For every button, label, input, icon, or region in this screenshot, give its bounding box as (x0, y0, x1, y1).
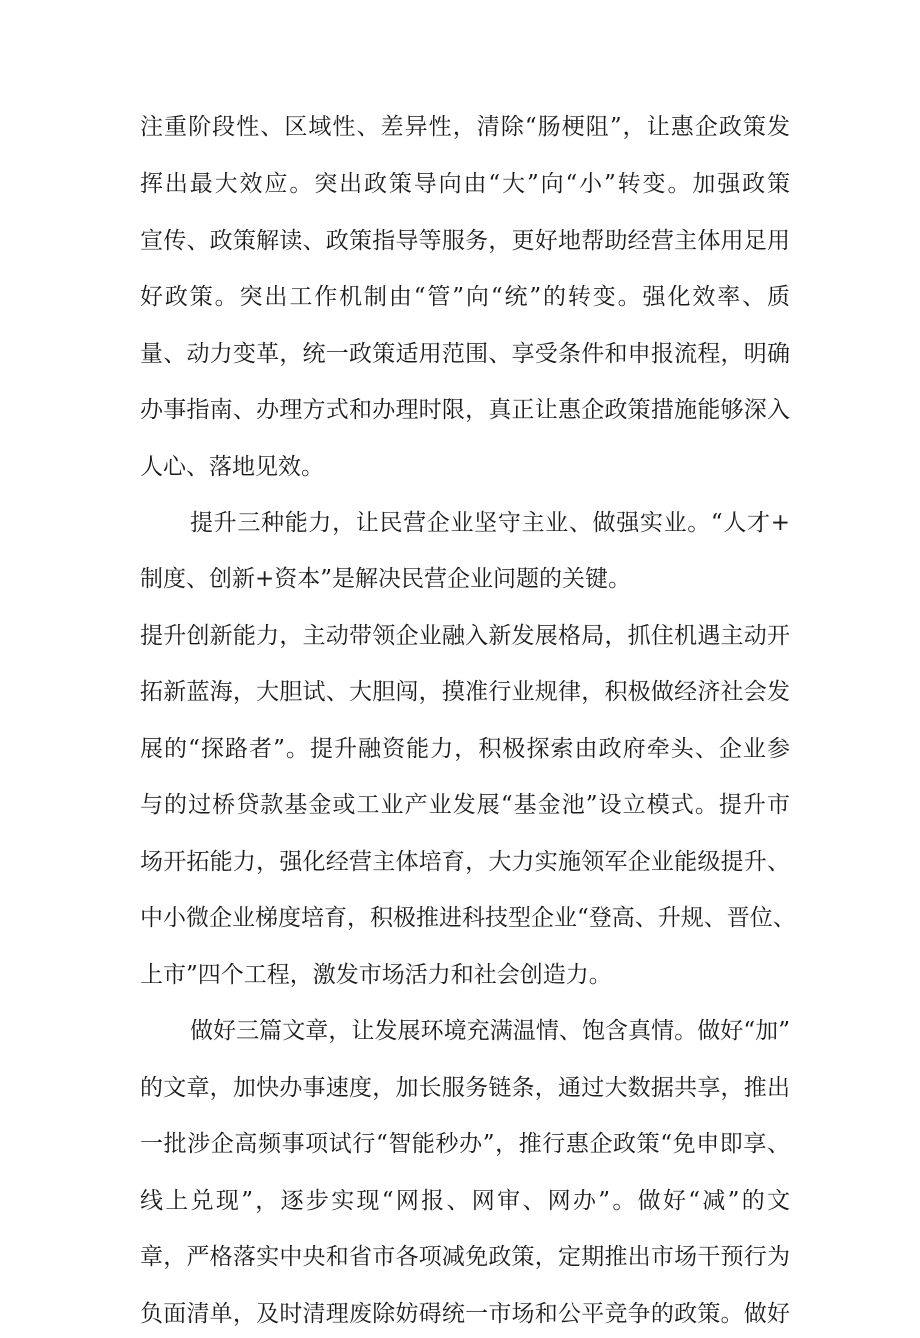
text-line: 章，严格落实中央和省市各项减免政策，定期推出市场干预行为 (140, 1244, 790, 1270)
text-line: 中小微企业梯度培育，积极推进科技型企业“登高、升规、晋位、 (140, 905, 796, 931)
text-line: 注重阶段性、区域性、差异性，清除“肠梗阻”，让惠企政策发 (140, 114, 790, 140)
text-line: 的文章，加快办事速度，加长服务链条，通过大数据共享，推出 (140, 1075, 790, 1101)
text-line: 拓新蓝海，大胆试、大胆闯，摸准行业规律，积极做经济社会发 (140, 679, 790, 705)
text-line: 挥出最大效应。突出政策导向由“大”向“小”转变。加强政策 (140, 171, 790, 197)
text-line: 一批涉企高频事项试行“智能秒办”，推行惠企政策“免申即享、 (140, 1131, 790, 1157)
text-line: 上市”四个工程，激发市场活力和社会创造力。 (140, 962, 612, 988)
text-line: 线上兑现”，逐步实现“网报、网审、网办”。做好“减”的文 (140, 1188, 790, 1214)
text-line: 与的过桥贷款基金或工业产业发展“基金池”设立模式。提升市 (140, 792, 790, 818)
text-line: 人心、落地见效。 (140, 454, 324, 480)
text-line: 办事指南、办理方式和办理时限，真正让惠企政策措施能够深入 (140, 397, 790, 423)
text-line: 场开拓能力，强化经营主体培育，大力实施领军企业能级提升、 (140, 849, 790, 875)
text-line: 量、动力变革，统一政策适用范围、享受条件和申报流程，明确 (140, 341, 790, 367)
text-line: 好政策。突出工作机制由“管”向“统”的转变。强化效率、质 (140, 284, 790, 310)
paragraph-heading-line: 做好三篇文章，让发展环境充满温情、饱含真情。做好“加” (190, 1018, 790, 1044)
text-line: 提升创新能力，主动带领企业融入新发展格局，抓住机遇主动开 (140, 623, 790, 649)
text-line: 负面清单，及时清理废除妨碍统一市场和公平竞争的政策。做好 (140, 1300, 790, 1327)
text-line: 制度、创新+资本”是解决民营企业问题的关键。 (140, 566, 632, 592)
text-line: 宣传、政策解读、政策指导等服务，更好地帮助经营主体用足用 (140, 228, 790, 254)
text-line: 展的“探路者”。提升融资能力，积极探索由政府牵头、企业参 (140, 736, 790, 762)
paragraph-heading-line: 提升三种能力，让民营企业坚守主业、做强实业。“人才+ (190, 510, 790, 536)
